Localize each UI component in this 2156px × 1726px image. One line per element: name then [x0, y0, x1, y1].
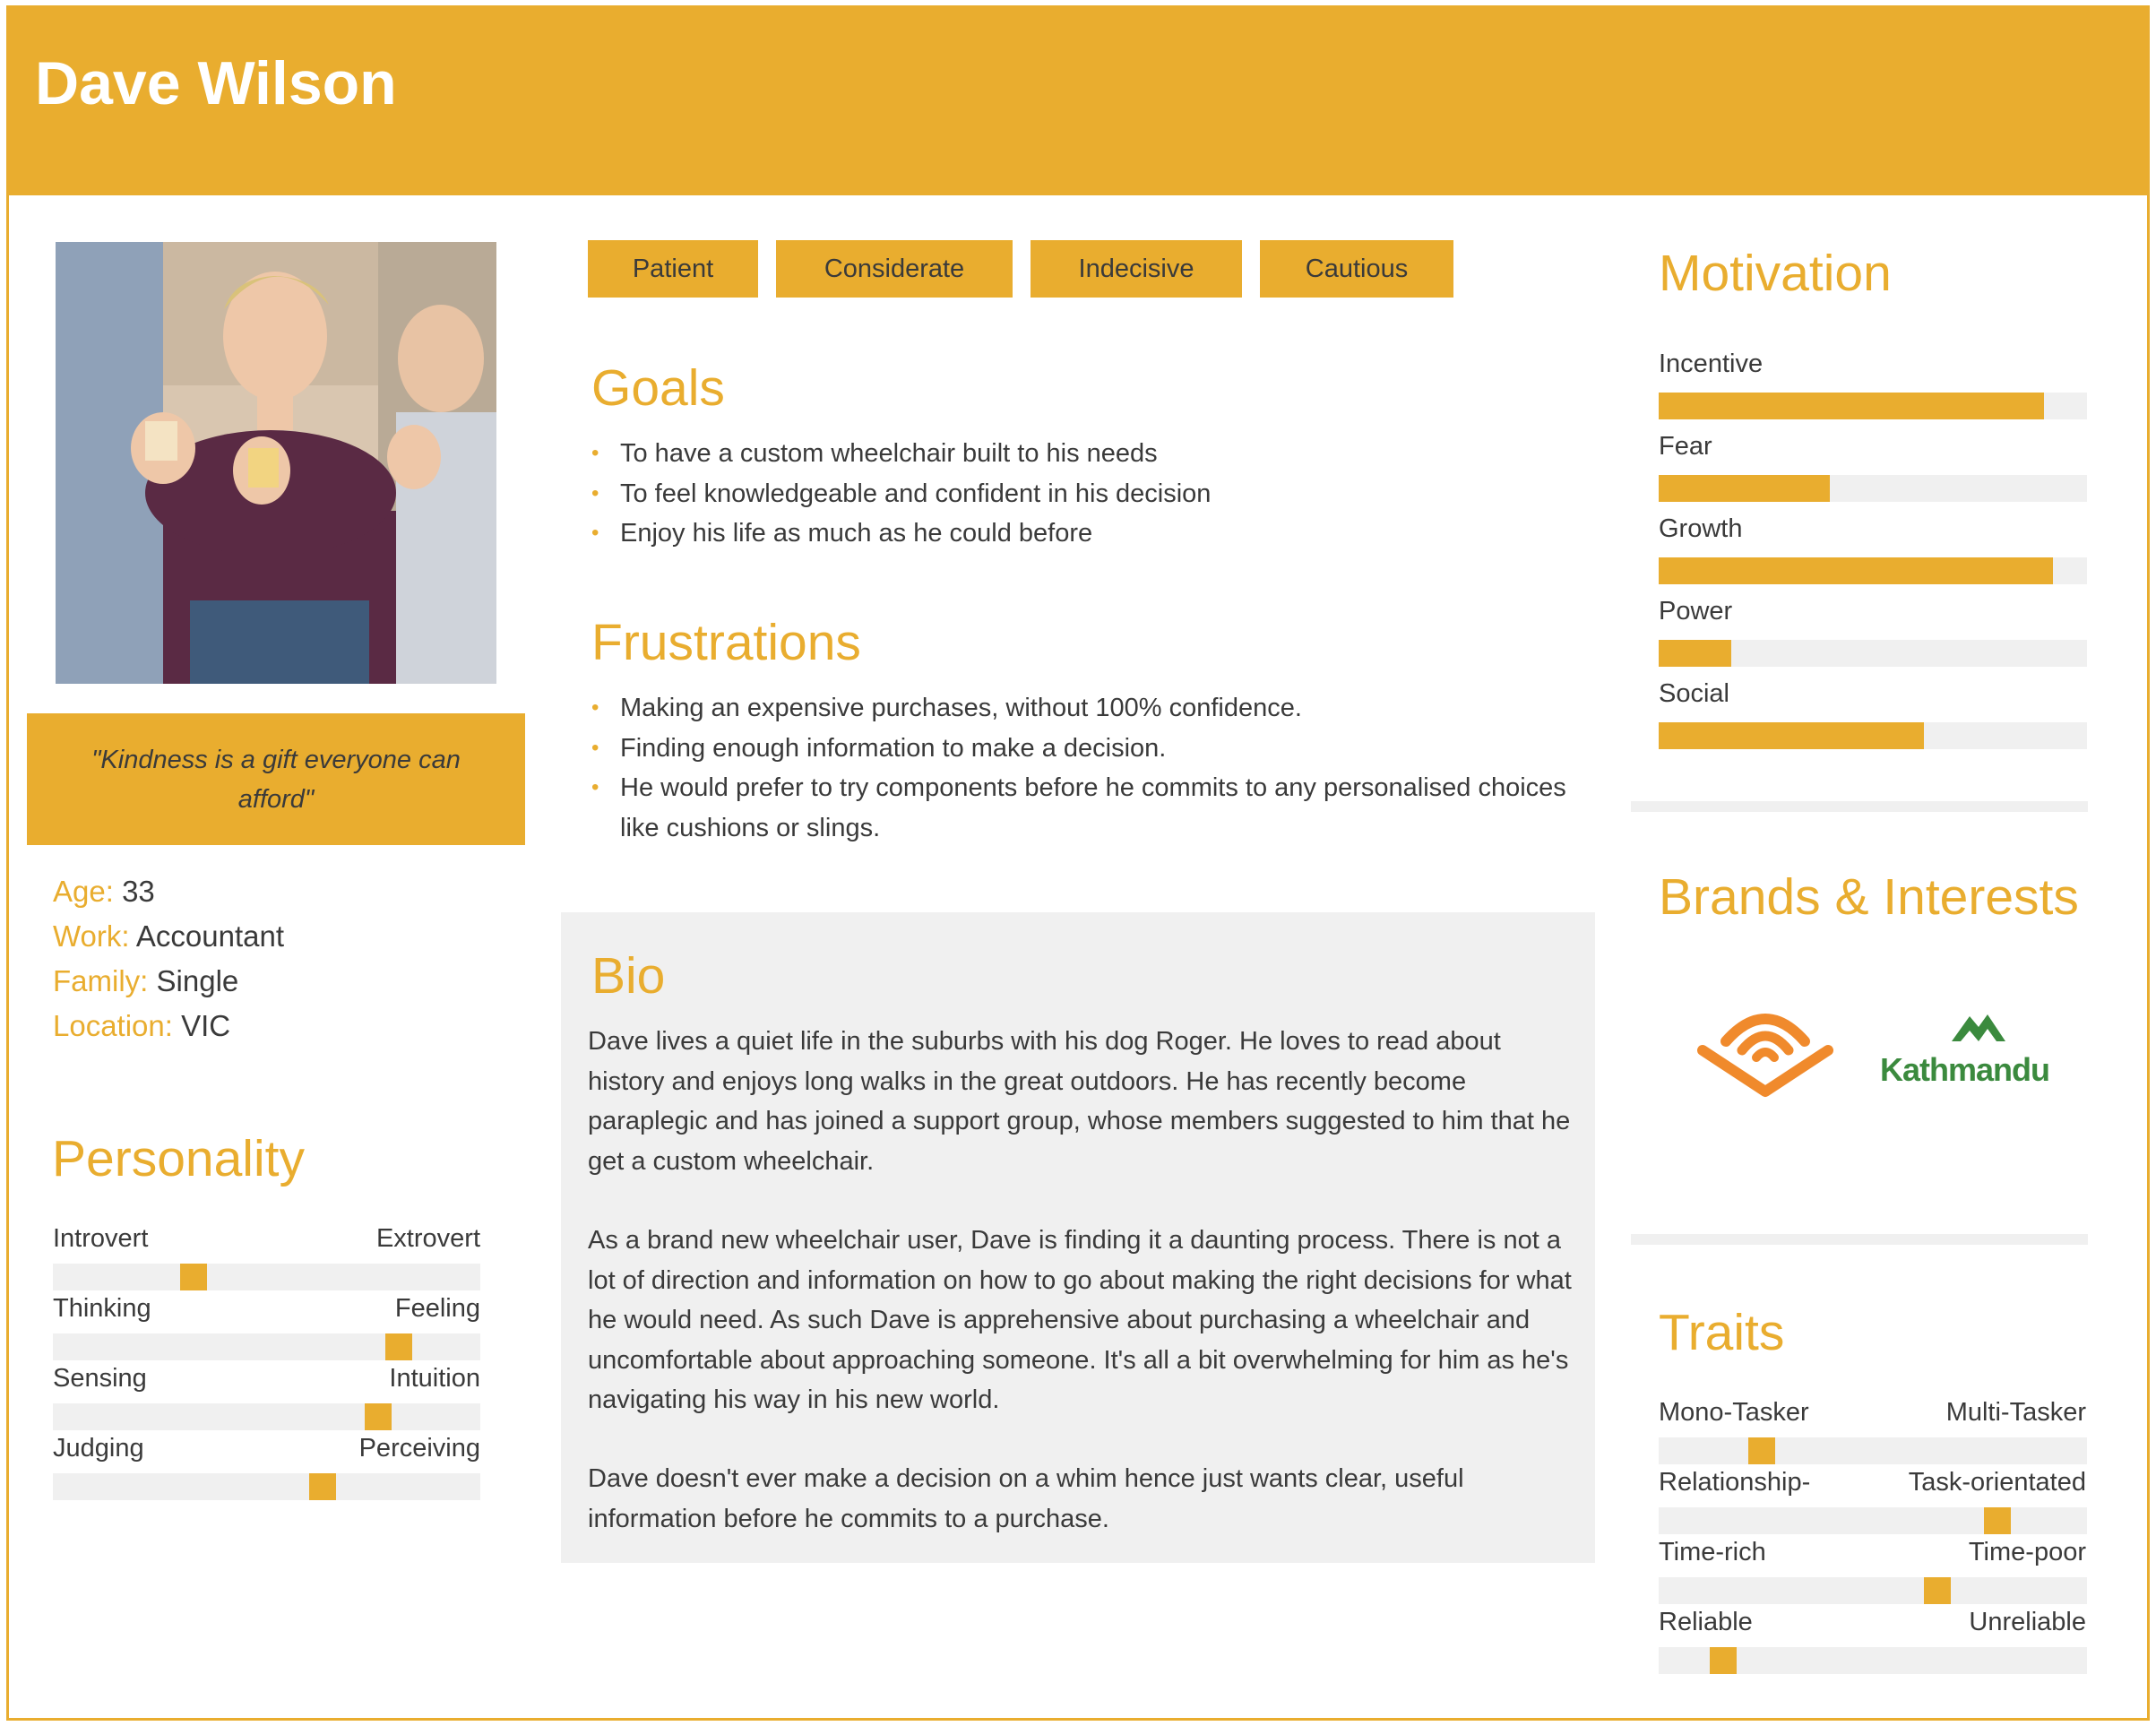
section-divider [1631, 1234, 2088, 1245]
personality-left-label: Sensing [53, 1364, 147, 1393]
frustrations-title: Frustrations [591, 614, 861, 671]
trait-left-label: Relationship- [1659, 1468, 1811, 1497]
motivation-fill [1659, 722, 1924, 749]
info-value: VIC [181, 1009, 231, 1042]
personality-marker [365, 1403, 392, 1430]
info-value: Single [156, 964, 239, 997]
tag-cautious: Cautious [1260, 240, 1453, 298]
quote-text: "Kindness is a gift everyone can afford" [91, 745, 461, 814]
bio-title: Bio [591, 947, 666, 1005]
trait-marker [1984, 1507, 2011, 1534]
trait-right-label: Time-poor [1968, 1538, 2086, 1566]
quote-box [27, 713, 525, 845]
traits-title: Traits [1659, 1304, 1785, 1361]
bio-paragraph: Dave lives a quiet life in the suburbs with his dog Roger. He loves to read about history and enjoys long walks in the great outdoors. He has recently become paraplegic and has joined a support group, whose members suggested to him that he get a custom wheelchair. [588, 1027, 1571, 1176]
trait-track [1659, 1647, 2087, 1674]
personality-marker [385, 1333, 412, 1360]
motivation-fill [1659, 640, 1731, 667]
motivation-label: Growth [1659, 514, 1743, 543]
trait-right-label: Multi-Tasker [1945, 1398, 2086, 1427]
tag-indecisive: Indecisive [1031, 240, 1242, 298]
info-work [53, 919, 284, 954]
personality-track [53, 1264, 480, 1290]
personality-marker [309, 1473, 336, 1500]
section-divider [1631, 801, 2088, 812]
info-label: Family: [53, 964, 149, 997]
tag-patient: Patient [588, 240, 758, 298]
personality-right-label: Extrovert [375, 1224, 480, 1253]
personality-right-label: Intuition [389, 1364, 480, 1393]
motivation-track [1659, 640, 2087, 667]
motivation-track [1659, 475, 2087, 502]
motivation-fill [1659, 475, 1830, 502]
trait-left-label: Time-rich [1659, 1538, 1766, 1566]
brands-title: Brands & Interests [1659, 868, 2079, 926]
trait-left-label: Mono-Tasker [1659, 1398, 1809, 1427]
personality-marker [180, 1264, 207, 1290]
motivation-track [1659, 722, 2087, 749]
persona-name: Dave Wilson [35, 49, 397, 117]
personality-left-label: Thinking [53, 1294, 151, 1323]
persona-photo [56, 242, 496, 684]
motivation-track [1659, 557, 2087, 584]
motivation-label: Fear [1659, 432, 1712, 461]
motivation-label: Power [1659, 597, 1733, 626]
audible-logo [1685, 986, 1846, 1102]
trait-right-label: Unreliable [1969, 1608, 2086, 1636]
info-label: Location: [53, 1009, 173, 1042]
motivation-title: Motivation [1659, 245, 1892, 302]
personality-track [53, 1333, 480, 1360]
goal-item: • Enjoy his life as much as he could before [591, 513, 1577, 554]
personality-right-label: Perceiving [358, 1434, 480, 1463]
info-family [53, 964, 238, 998]
trait-left-label: Reliable [1659, 1608, 1753, 1636]
frustration-item: • Making an expensive purchases, without 100% confidence. [591, 688, 1577, 729]
trait-right-label: Task-orientated [1908, 1468, 2086, 1497]
trait-track [1659, 1437, 2087, 1464]
goal-item: • To feel knowledgeable and confident in his decision [591, 474, 1577, 514]
trait-marker [1710, 1647, 1737, 1674]
motivation-fill [1659, 557, 2053, 584]
kathmandu-wordmark: Kathmandu [1880, 1051, 2049, 1088]
frustration-item: • Finding enough information to make a decision. [591, 729, 1577, 769]
personality-track [53, 1473, 480, 1500]
trait-marker [1748, 1437, 1775, 1464]
info-label: Age: [53, 875, 114, 908]
header-bar [6, 5, 2150, 195]
goals-title: Goals [591, 359, 725, 417]
info-age [53, 875, 155, 909]
bio-paragraph: As a brand new wheelchair user, Dave is finding it a daunting process. There is not a lot of direction and information on how to go about making the right decisions for what he would need. As such Dave is apprehensive about purchasing a wheelchair and uncomfortable about approaching someone. It's all a bit overwhelming for him as he's navigating his way in his new world. [588, 1226, 1572, 1414]
info-location [53, 1009, 230, 1043]
personality-right-label: Feeling [394, 1294, 480, 1323]
motivation-label: Social [1659, 679, 1729, 708]
motivation-fill [1659, 393, 2044, 419]
personality-left-label: Judging [53, 1434, 144, 1463]
personality-track [53, 1403, 480, 1430]
motivation-label: Incentive [1659, 350, 1764, 378]
info-value: Accountant [135, 919, 285, 953]
goal-item: • To have a custom wheelchair built to his needs [591, 434, 1577, 474]
personality-left-label: Introvert [53, 1224, 149, 1253]
info-label: Work: [53, 919, 130, 953]
trait-marker [1924, 1577, 1951, 1604]
goals-list [591, 434, 1577, 554]
personality-title: Personality [52, 1130, 305, 1187]
trait-track [1659, 1577, 2087, 1604]
motivation-track [1659, 393, 2087, 419]
bio-paragraph: Dave doesn't ever make a decision on a whim hence just wants clear, useful information before he commits to a purchase. [588, 1464, 1464, 1533]
frustrations-list [591, 688, 1577, 848]
frustration-item: • He would prefer to try components before he commits to any personalised choices like cushions or slings. [591, 768, 1577, 848]
tag-considerate: Considerate [776, 240, 1013, 298]
trait-track [1659, 1507, 2087, 1534]
info-value: 33 [122, 875, 155, 908]
kathmandu-logo [1880, 1005, 2077, 1086]
